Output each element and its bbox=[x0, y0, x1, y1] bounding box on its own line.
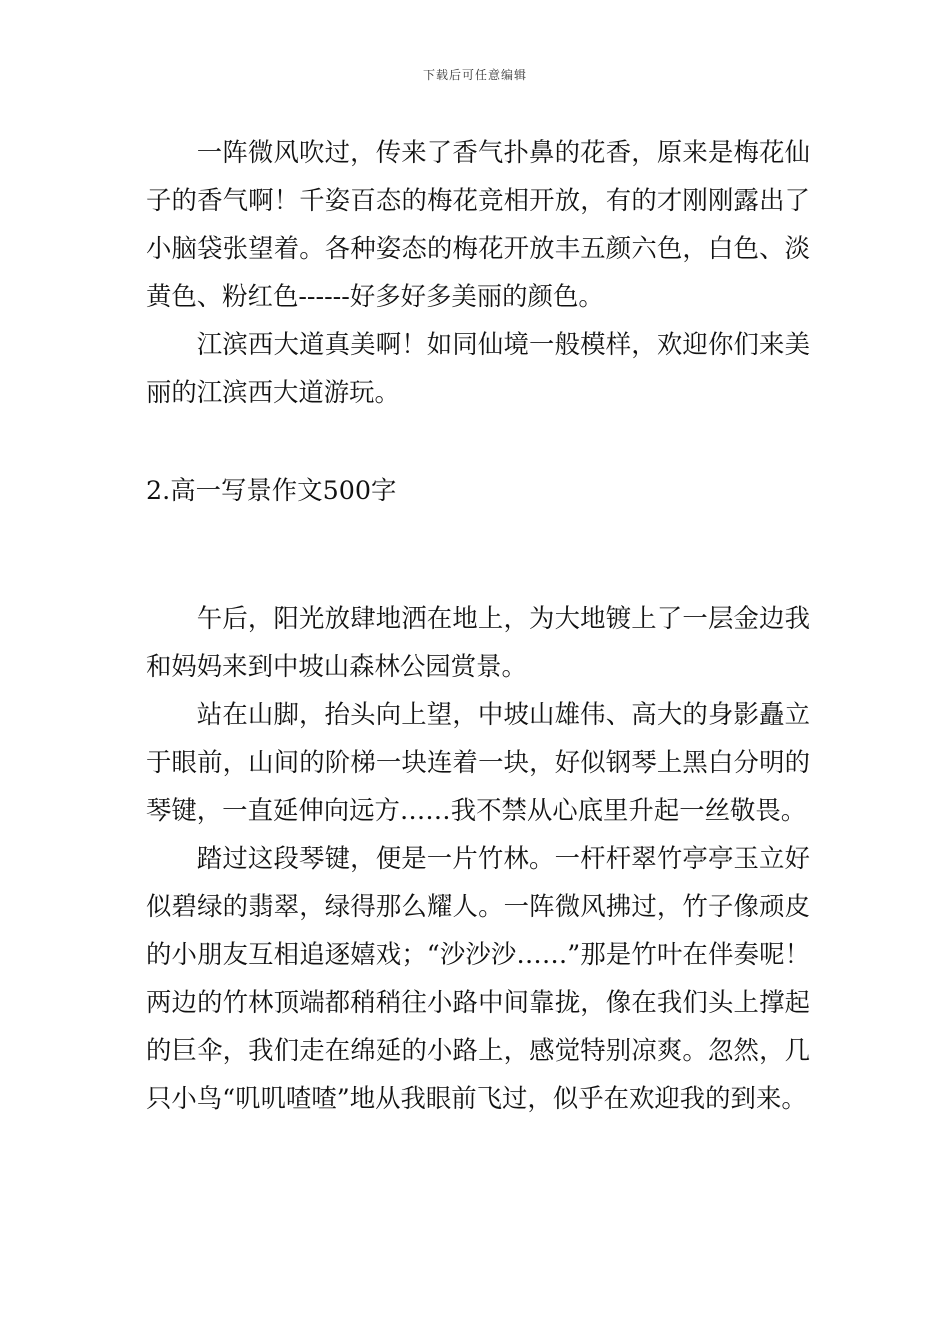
section-heading: 2.高一写景作文500字 bbox=[146, 475, 397, 505]
paragraph-jiangbin-avenue: 江滨西大道真美啊！如同仙境一般模样，欢迎你们来美丽的江滨西大道游玩。 bbox=[146, 329, 810, 407]
document-body bbox=[146, 128, 810, 1122]
paragraph-mountain-foot: 站在山脚，抬头向上望，中坡山雄伟、高大的身影矗立于眼前，山间的阶梯一块连着一块，好似钢琴上黑白分明的琴键，一直延伸向远方……我不禁从心底里升起一丝敬畏。 bbox=[146, 699, 810, 825]
paragraph-plum-blossoms: 一阵微风吹过，传来了香气扑鼻的花香，原来是梅花仙子的香气啊！千姿百态的梅花竞相开放，有的才刚刚露出了小脑袋张望着。各种姿态的梅花开放丰五颜六色，白色、淡黄色、粉红色------好多好多美丽的颜色。 bbox=[146, 137, 810, 311]
paragraph-bamboo-forest: 踏过这段琴键，便是一片竹林。一杆杆翠竹亭亭玉立好似碧绿的翡翠，绿得那么耀人。一阵微风拂过，竹子像顽皮的小朋友互相追逐嬉戏；“沙沙沙……”那是竹叶在伴奏呢！两边的竹林顶端都稍稍往小路中间靠拢，像在我们头上撑起的巨伞，我们走在绵延的小路上，感觉特别凉爽。忽然，几只小鸟“叽叽喳喳”地从我眼前飞过，似乎在欢迎我的到来。 bbox=[146, 843, 810, 1113]
paragraph-afternoon: 午后，阳光放肆地洒在地上，为大地镀上了一层金边我和妈妈来到中坡山森林公园赏景。 bbox=[146, 603, 810, 681]
page-header-note: 下载后可任意编辑 bbox=[422, 68, 527, 82]
